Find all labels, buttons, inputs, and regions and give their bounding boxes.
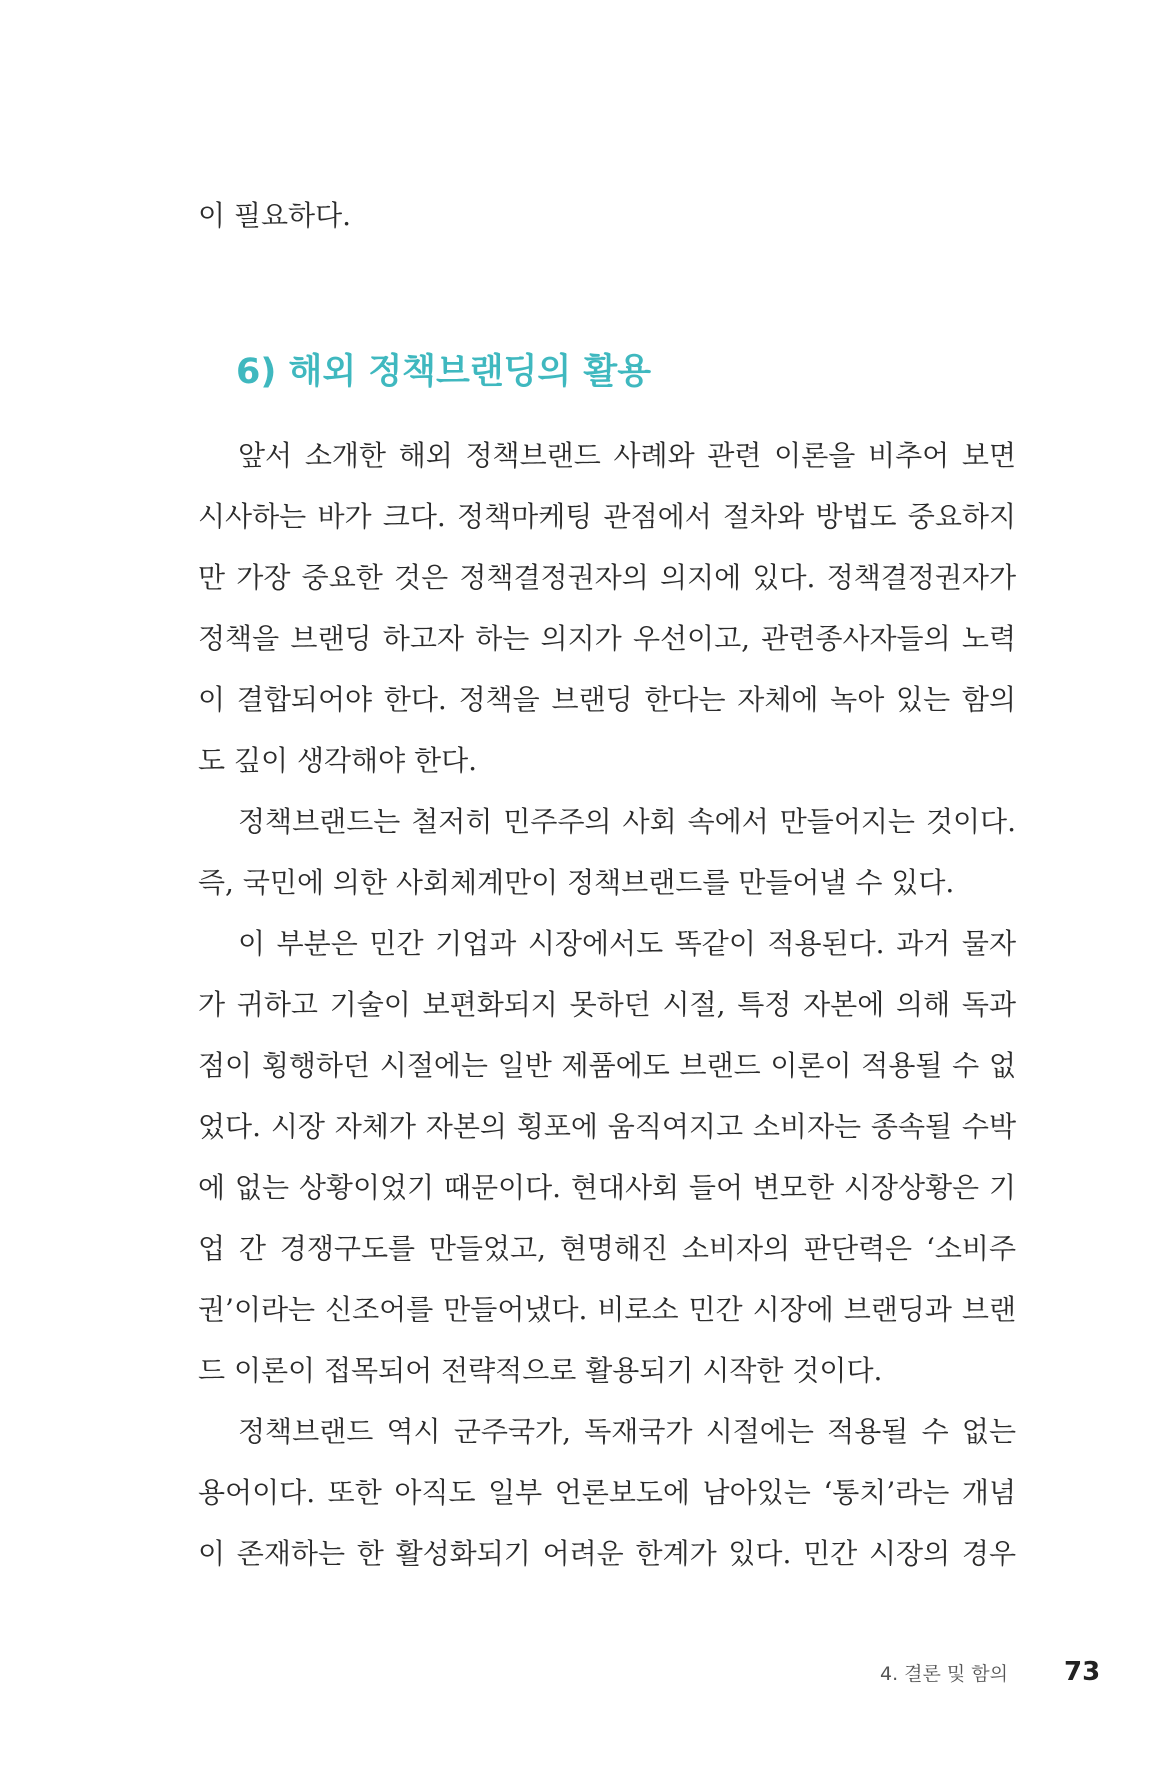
paragraph-2-line-2: 즉, 국민에 의한 사회체계만이 정책브랜드를 만들어낼 수 있다. [198,866,955,899]
paragraph-1-line-3: 만 가장 중요한 것은 정책결정권자의 의지에 있다. 정책결정권자가 [198,561,1016,594]
paragraph-4-line-2: 용어이다. 또한 아직도 일부 언론보도에 남아있는 ‘통치’라는 개념 [198,1476,1016,1509]
paragraph-2-line-1: 정책브랜드는 철저히 민주주의 사회 속에서 만들어지는 것이다. [238,805,1016,838]
paragraph-3-line-4: 었다. 시장 자체가 자본의 횡포에 움직여지고 소비자는 종속될 수박 [198,1110,1016,1143]
paragraph-3-line-5: 에 없는 상황이었기 때문이다. 현대사회 들어 변모한 시장상황은 기 [198,1171,1016,1204]
paragraph-4-line-3: 이 존재하는 한 활성화되기 어려운 한계가 있다. 민간 시장의 경우 [198,1537,1016,1570]
paragraph-3-line-8: 드 이론이 접목되어 전략적으로 활용되기 시작한 것이다. [198,1354,883,1387]
footer-section-title: 4. 결론 및 함의 [880,1663,1009,1685]
paragraph-1-line-1: 앞서 소개한 해외 정책브랜드 사례와 관련 이론을 비추어 보면 [238,439,1016,472]
paragraph-1-line-5: 이 결합되어야 한다. 정책을 브랜딩 한다는 자체에 녹아 있는 함의 [198,683,1016,716]
paragraph-1-line-2: 시사하는 바가 크다. 정책마케팅 관점에서 절차와 방법도 중요하지 [198,500,1016,533]
paragraph-3-line-2: 가 귀하고 기술이 보편화되지 못하던 시절, 특정 자본에 의해 독과 [198,988,1016,1021]
intro-line: 이 필요하다. [198,199,352,232]
page-number: 73 [1064,1657,1101,1687]
paragraph-1-line-4: 정책을 브랜딩 하고자 하는 의지가 우선이고, 관련종사자들의 노력 [198,622,1016,655]
paragraph-4-line-1: 정책브랜드 역시 군주국가, 독재국가 시절에는 적용될 수 없는 [238,1415,1016,1448]
paragraph-3-line-3: 점이 횡행하던 시절에는 일반 제품에도 브랜드 이론이 적용될 수 없 [198,1049,1016,1082]
paragraph-1-line-6: 도 깊이 생각해야 한다. [198,744,478,777]
section-heading: 6) 해외 정책브랜딩의 활용 [236,352,652,392]
paragraph-3-line-7: 권’이라는 신조어를 만들어냈다. 비로소 민간 시장에 브랜딩과 브랜 [198,1293,1016,1326]
paragraph-3-line-1: 이 부분은 민간 기업과 시장에서도 똑같이 적용된다. 과거 물자 [238,927,1016,960]
paragraph-3-line-6: 업 간 경쟁구도를 만들었고, 현명해진 소비자의 판단력은 ‘소비주 [198,1232,1016,1265]
